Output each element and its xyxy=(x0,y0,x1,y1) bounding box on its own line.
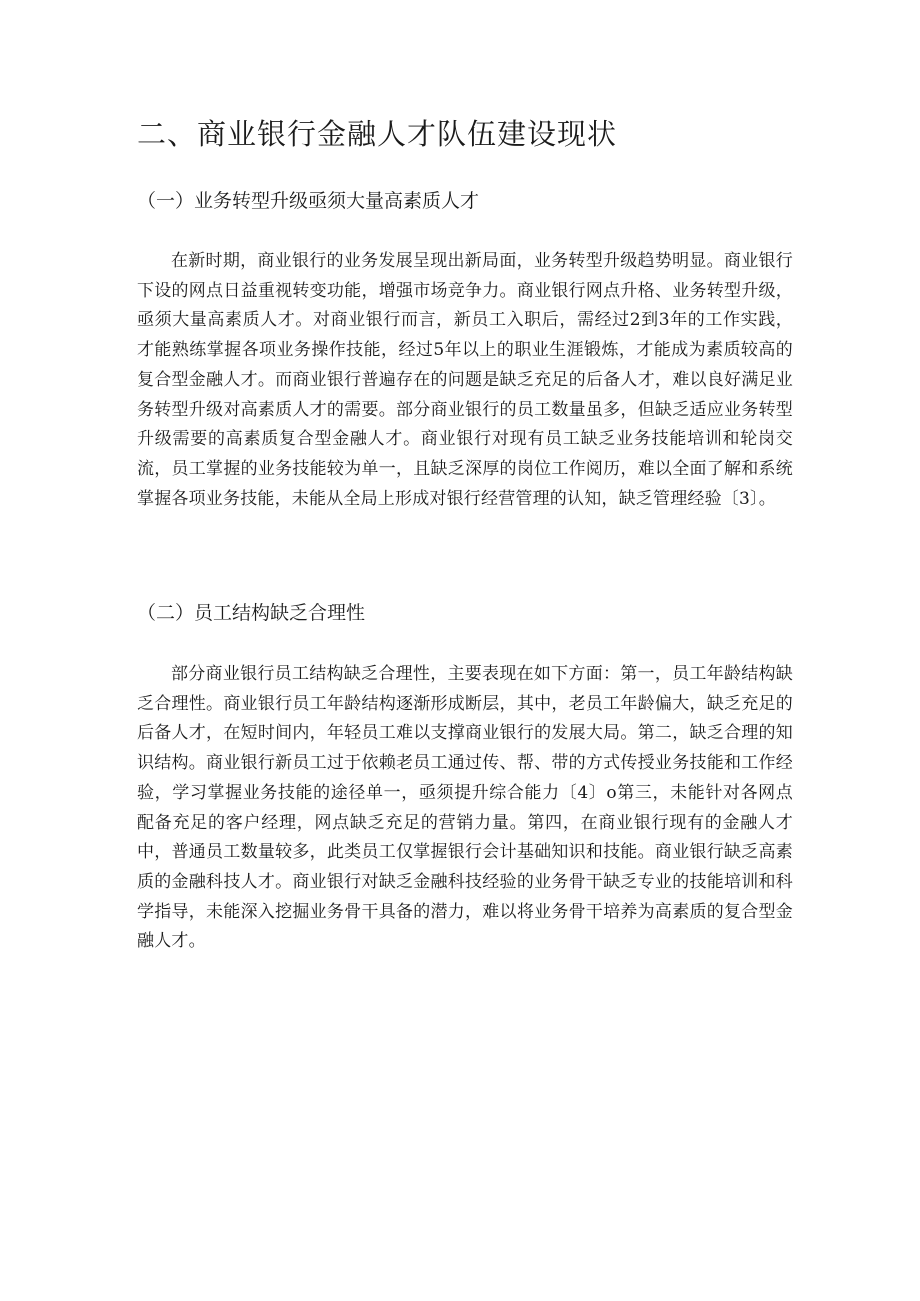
section-title: 二、商业银行金融人才队伍建设现状 xyxy=(137,117,618,151)
subsection-paragraph-2: 部分商业银行员工结构缺乏合理性，主要表现在如下方面：第一，员工年龄结构缺乏合理性。商业银行员工年龄结构逐渐形成断层，其中，老员工年龄偏大，缺乏充足的后备人才，在短时间内，年轻员工难以支撑商业银行的发展大局。第二，缺乏合理的知识结构。商业银行新员工过于依赖老员工通过传、帮、带的方式传授业务技能和工作经验，学习掌握业务技能的途径单一，亟须提升综合能力〔4〕o第三，未能针对各网点配备充足的客户经理，网点缺乏充足的营销力量。第四，在商业银行现有的金融人才中，普通员工数量较多，此类员工仅掌握银行会计基础知识和技能。商业银行缺乏高素质的金融科技人才。商业银行对缺乏金融科技经验的业务骨干缺乏专业的技能培训和科学指导，未能深入挖掘业务骨干具备的潜力，难以将业务骨干培养为高素质的复合型金融人才。 xyxy=(137,664,793,952)
subsection-heading-1: （一）业务转型升级亟须大量高素质人才 xyxy=(137,190,480,212)
subsection-paragraph-1: 在新时期，商业银行的业务发展呈现出新局面，业务转型升级趋势明显。商业银行下设的网点日益重视转变功能，增强市场竞争力。商业银行网点升格、业务转型升级，亟须大量高素质人才。对商业银行而言，新员工入职后，需经过2到3年的工作实践，才能熟练掌握各项业务操作技能，经过5年以上的职业生涯锻炼，才能成为素质较高的复合型金融人才。而商业银行普遍存在的问题是缺乏充足的后备人才，难以良好满足业务转型升级对高素质人才的需要。部分商业银行的员工数量虽多，但缺乏适应业务转型升级需要的高素质复合型金融人才。商业银行对现有员工缺乏业务技能培训和轮岗交流，员工掌握的业务技能较为单一，且缺乏深厚的岗位工作阅历，难以全面了解和系统掌握各项业务技能，未能从全局上形成对银行经营管理的认知，缺乏管理经验〔3〕。 xyxy=(137,251,793,509)
subsection-heading-2: （二）员工结构缺乏合理性 xyxy=(137,602,366,624)
